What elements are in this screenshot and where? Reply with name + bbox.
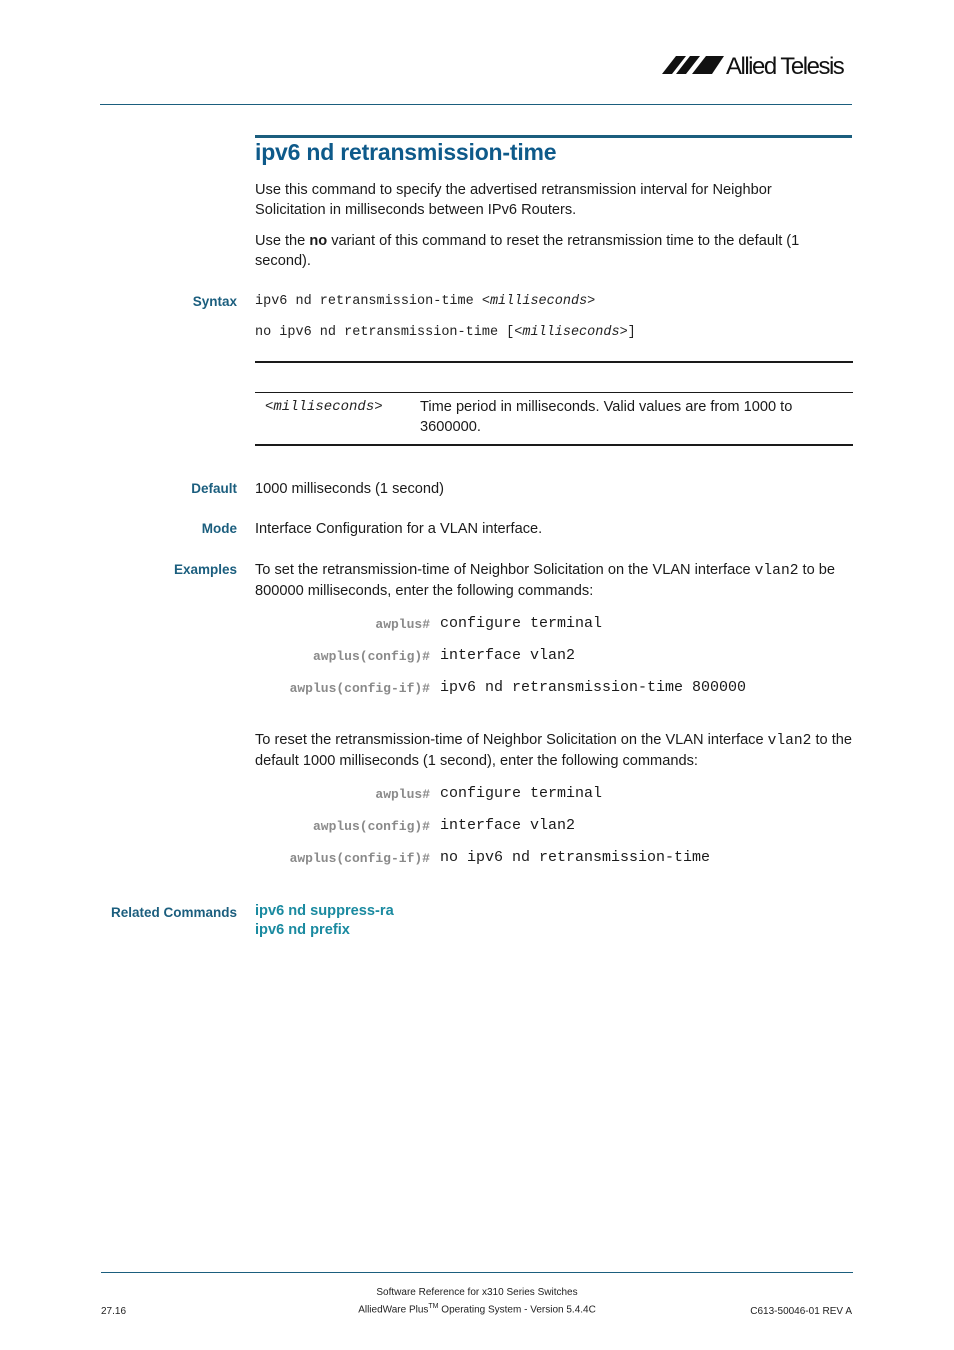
command: interface vlan2 — [440, 817, 576, 834]
syntax-line-1: ipv6 nd retransmission-time <milliseconds> — [255, 294, 596, 309]
logo-text: Allied Telesis — [726, 53, 844, 78]
page-number: 27.16 — [101, 1306, 127, 1317]
table-header-rule — [255, 392, 853, 393]
command: interface vlan2 — [440, 647, 576, 664]
title-rule — [255, 135, 852, 138]
allied-telesis-logo — [662, 52, 854, 78]
document-id: C613-50046-01 REV A — [750, 1306, 852, 1317]
mode-text: Interface Configuration for a VLAN interface. — [255, 521, 543, 537]
footer-rule — [101, 1272, 853, 1273]
command: no ipv6 nd retransmission-time — [440, 849, 711, 866]
intro-paragraph: Use this command to specify the advertised retransmission interval for Neighbor Solicitation in milliseconds between IPv6 Routers. — [255, 182, 772, 218]
command: ipv6 nd retransmission-time 800000 — [440, 679, 747, 696]
related-commands-label: Related Commands — [110, 905, 237, 920]
page-title: ipv6 nd retransmission-time — [255, 139, 557, 165]
prompt: awplus(config)# — [312, 649, 430, 664]
default-label: Default — [191, 481, 237, 496]
syntax-line-2: no ipv6 nd retransmission-time [<milliseconds>] — [255, 325, 636, 340]
syntax-label: Syntax — [192, 294, 237, 309]
default-text: 1000 milliseconds (1 second) — [255, 481, 445, 497]
table-top-rule — [255, 361, 853, 363]
footer-title: Software Reference for x310 Series Switches — [376, 1287, 578, 1298]
prompt: awplus(config)# — [312, 819, 430, 834]
param-name: <milliseconds> — [265, 399, 383, 415]
example-1-description: To set the retransmission-time of Neighbor Solicitation on the VLAN interface vlan2 to be 800000 milliseconds, enter the following commands: — [255, 562, 835, 599]
prompt: awplus(config-if)# — [289, 851, 430, 866]
related-link-prefix[interactable]: ipv6 nd prefix — [255, 922, 350, 938]
command: configure terminal — [440, 615, 603, 632]
table-bottom-rule — [255, 444, 853, 446]
example-2-description: To reset the retransmission-time of Neighbor Solicitation on the VLAN interface vlan2 to the default 1000 milliseconds (1 second), enter the following commands: — [255, 732, 853, 769]
param-description: Time period in milliseconds. Valid values are from 1000 to 3600000. — [420, 399, 793, 435]
examples-label: Examples — [173, 562, 237, 577]
footer-product: AlliedWare Plus™ Operating System - Version 5.4.4C — [358, 1303, 596, 1316]
no-variant-paragraph: Use the no variant of this command to reset the retransmission time to the default (1 second). — [255, 233, 800, 269]
mode-label: Mode — [201, 521, 237, 536]
command: configure terminal — [440, 785, 603, 802]
prompt: awplus# — [375, 787, 430, 802]
header-rule — [100, 104, 852, 105]
related-link-suppress-ra[interactable]: ipv6 nd suppress-ra — [255, 903, 394, 919]
prompt: awplus(config-if)# — [289, 681, 430, 696]
prompt: awplus# — [375, 617, 430, 632]
